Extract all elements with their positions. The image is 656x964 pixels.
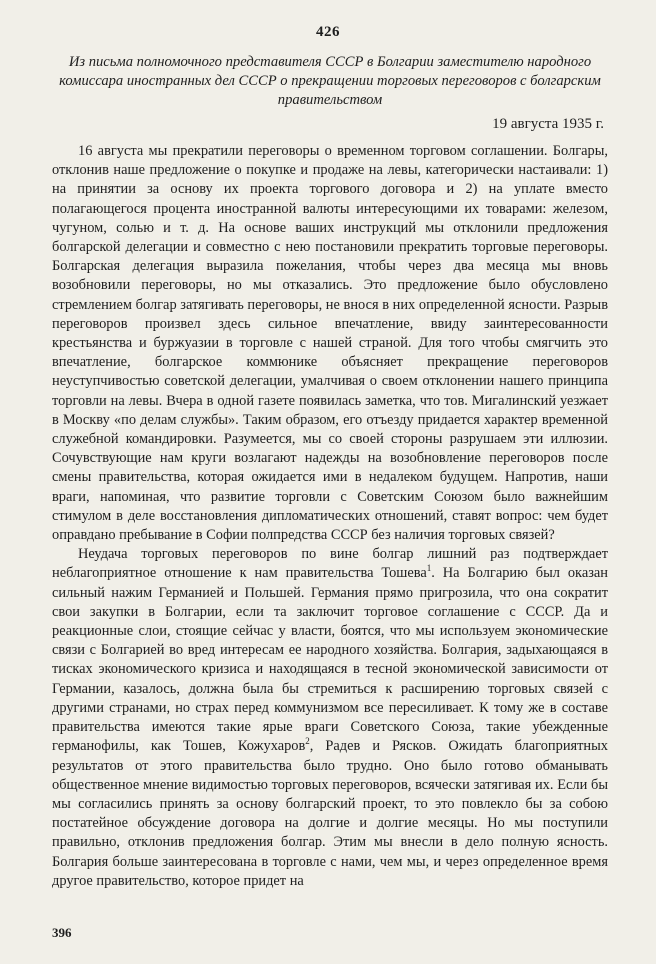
paragraph-2-part-3: , Радев и Рясков. Ожидать благоприятных результатов от этого правительства было трудно. Оно было готово обманывать общественное мнение видимостью торговых переговоров, всячески затягивая их. Если бы мы согласились принять за основу болгарский проект, то это повлекло бы за собою постатейное обсуждение договора на долгие и долгие месяцы. Но мы поступили правильно, отклонив предложения болгар. Этим мы внесли в дело полную ясность. Болгария больше заинтересована в торговле с нами, чем мы, и через определенное время другое правительство, которое придет на bbox=[52, 738, 608, 889]
footnote-ref-1: 1 bbox=[426, 563, 432, 574]
letter-date: 19 августа 1935 г. bbox=[492, 116, 604, 132]
document-number: 426 bbox=[316, 24, 340, 40]
footnote-ref-2: 2 bbox=[305, 736, 310, 747]
paragraph-2-part-2: . На Болгарию был оказан сильный нажим Германией и Польшей. Германия прямо пригрозила, что она сократит свои закупки в Болгарии, если та заключит торговое соглашение с СССР. Да и реакционные слои, стоящие сейчас у власти, боятся, что мы используем экономические связи с Болгарией во вред интересам ее народного хозяйства. Болгария, задыхающаяся в тисках экономического кризиса и находящаяся в тесной экономической зависимости от Германии, казалось, должна была бы стремиться к расширению торговых связей с другими странами, но страх перед коммунизмом все пересиливает. К тому же в составе правительства имеются такие ярые враги Советского Союза, такие убежденные германофилы, как Тошев, Кожухаров bbox=[52, 565, 608, 755]
paragraph-2 bbox=[52, 545, 608, 891]
document-title: Из письма полномочного представителя СССР в Болгарии заместителю народного комиссара иностранных дел СССР о прекращении торговых переговоров с болгарским правительством bbox=[59, 54, 601, 108]
paragraph-2-part-1: Неудача торговых переговоров по вине болгар лишний раз подтверждает неблагоприятное отношение к нам правительства Тошева bbox=[52, 546, 608, 582]
paragraph-1: 16 августа мы прекратили переговоры о временном торговом соглашении. Болгары, отклонив наше предложение о покупке и продаже на левы, категорически настаивали: 1) на принятии за основу их проекта торгового договора и 2) на уплате вместо полагающегося процента иностранной валюты интересующими их товарами: железом, чугуном, солью и т. д. На основе ваших инструкций мы отклонили предложения болгарской делегации и совместно с нею постановили прекратить торговые переговоры. Болгарская делегация выразила пожелания, чтобы через два месяца мы вновь возобновили переговоры, но мы отказались. Это предложение было обусловлено стремлением болгар затягивать переговоры, не внося в них определенной ясности. Разрыв переговоров произвел здесь сильное впечатление, ввиду заинтересованности крестьянства и буржуазии в торговле с нашей страной. Для того чтобы смягчить это впечатление, болгарское коммюнике объясняет прекращение переговоров неуступчивостью советской делегации, умалчивая о своем отклонении нашего принципа торговли на левы. Вчера в одной газете появилась заметка, что тов. Мигалинский уезжает в Москву «по делам службы». Таким образом, его отъезду придается характер временной служебной командировки. Разумеется, мы со своей стороны разрушаем эти иллюзии. Сочувствующие нам круги возлагают надежды на возобновление переговоров после смены правительства, которая ожидается ими в недалеком будущем. Напротив, наши враги, напоминая, что развитие торговли с Советским Союзом было важнейшим стимулом в деле восстановления дипломатических отношений, ставят вопрос: чем будет оправдано пребывание в Софии полпредства СССР без наличия торговых связей? bbox=[52, 143, 608, 544]
letter-body bbox=[52, 142, 608, 891]
page-number: 396 bbox=[52, 925, 72, 940]
